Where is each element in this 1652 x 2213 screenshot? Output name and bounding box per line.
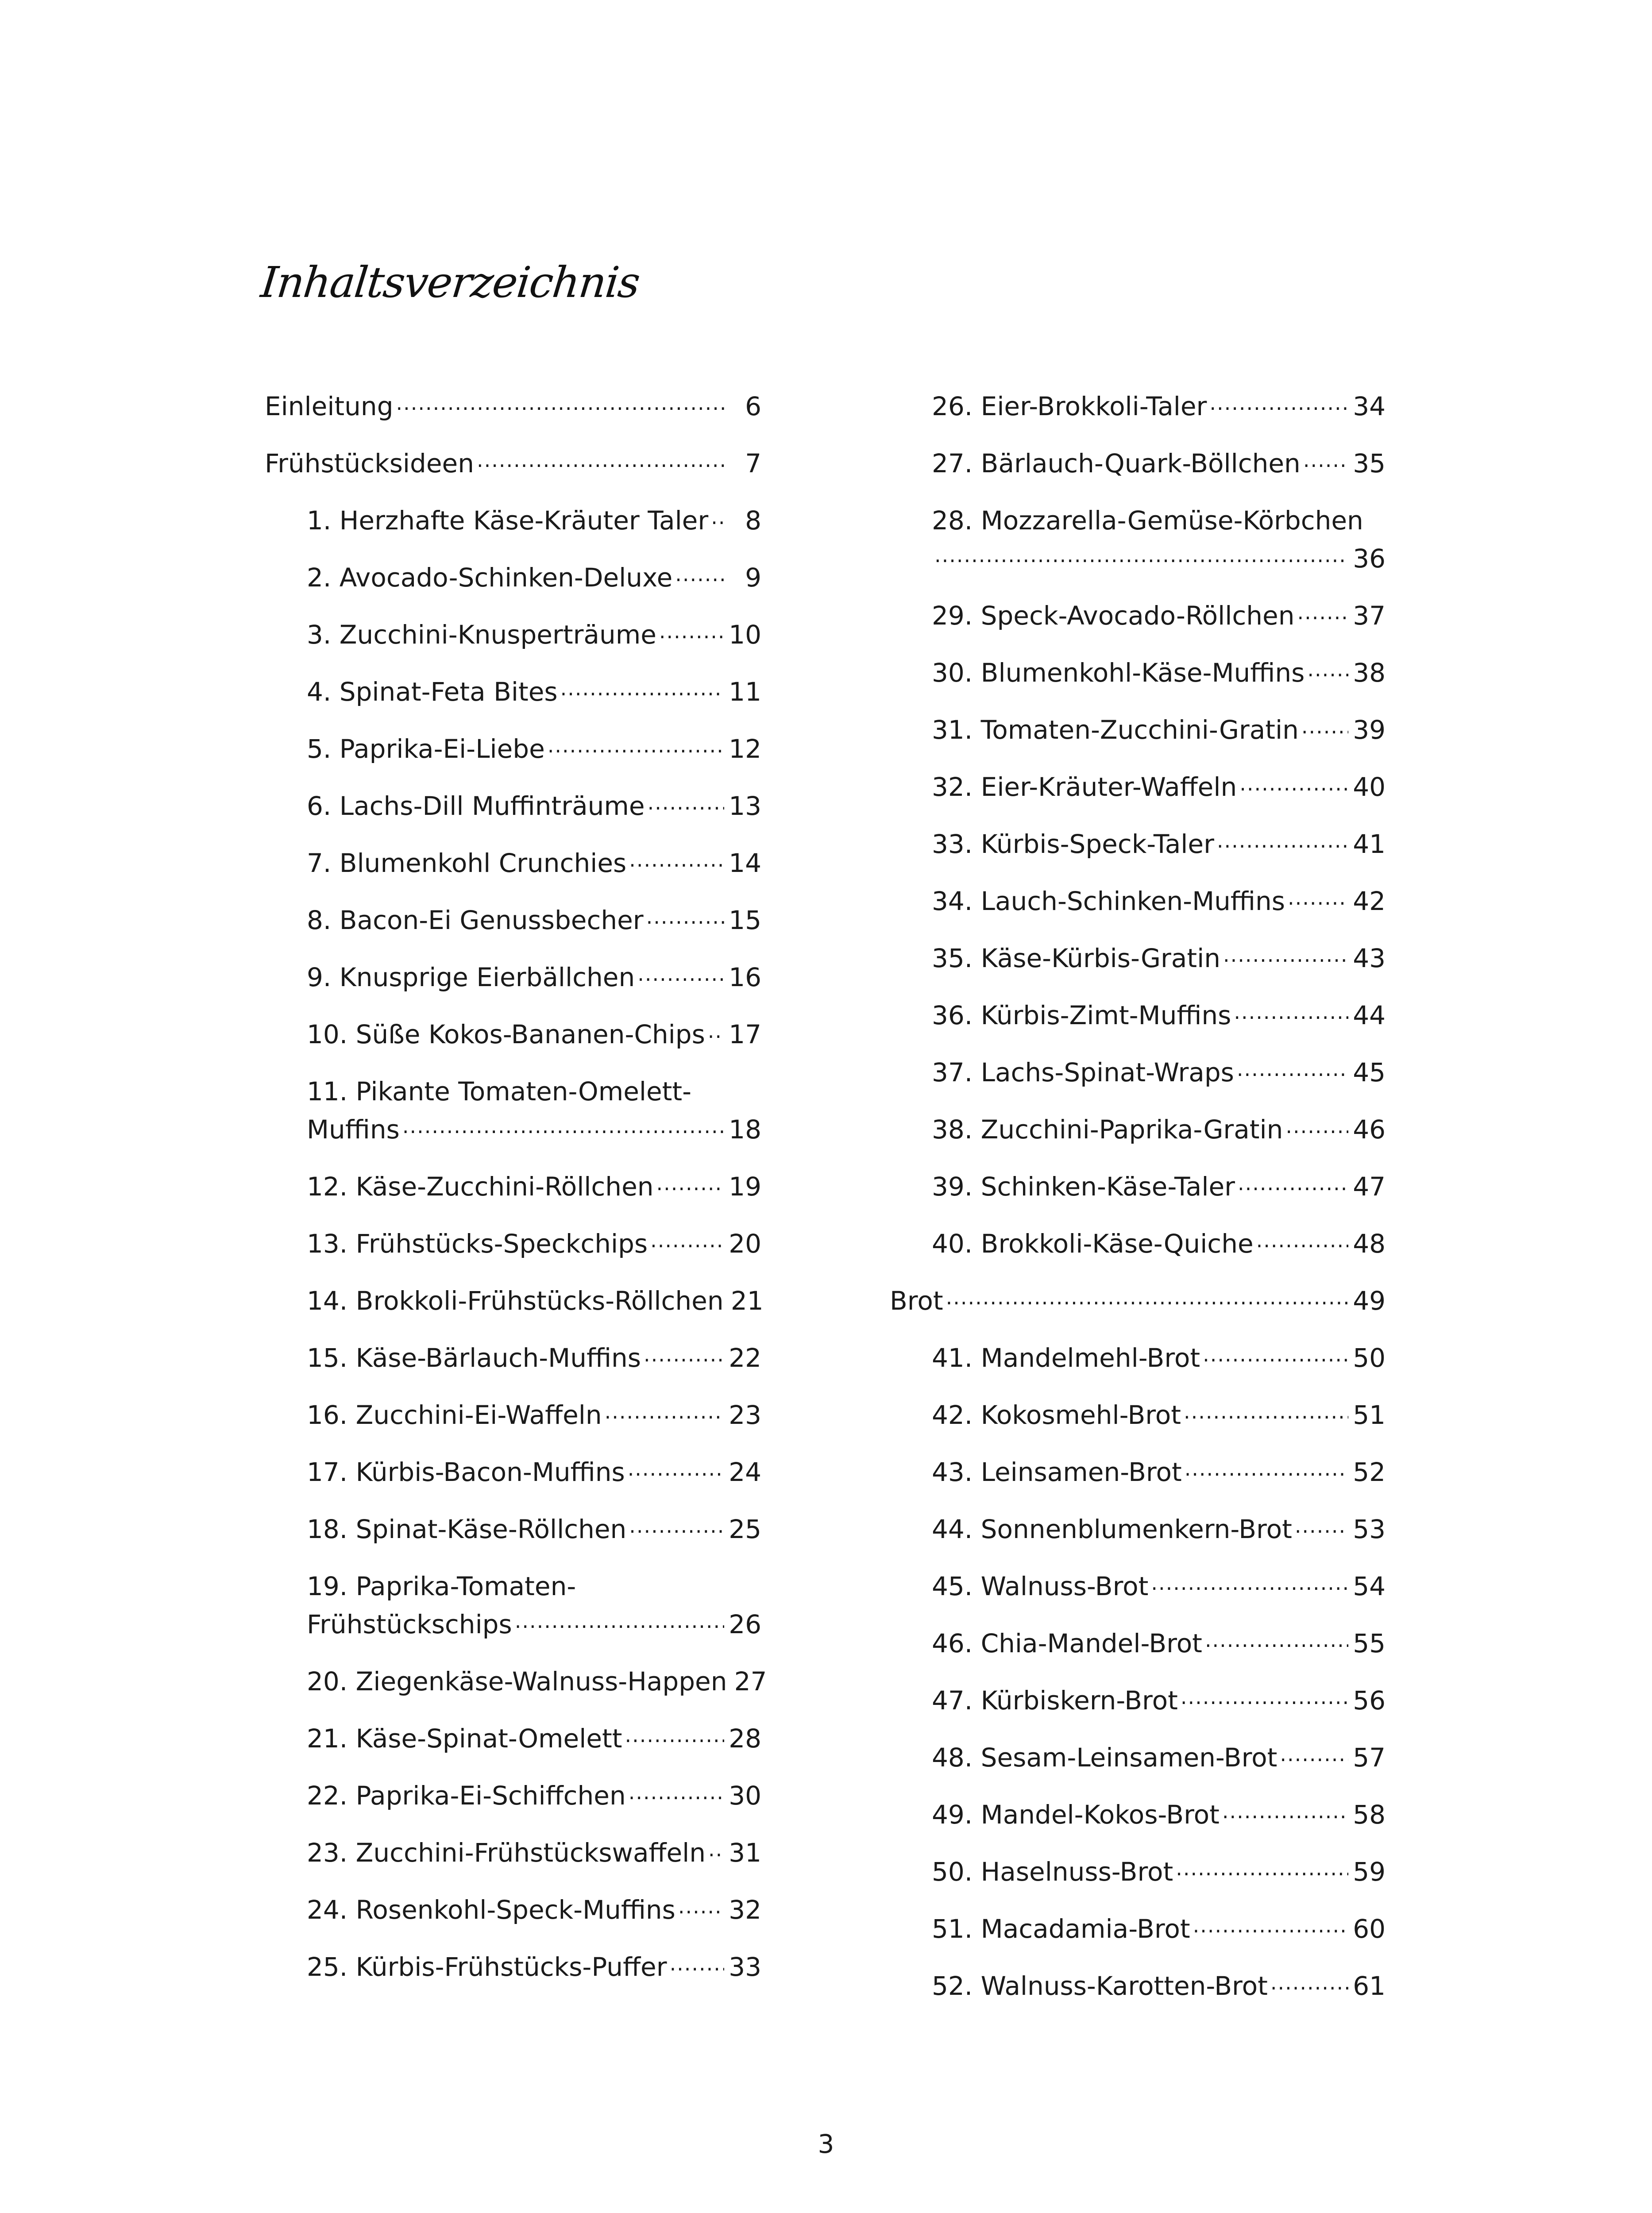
toc-entry-title: 21. Käse-Spinat-Omelett: [307, 1723, 622, 1754]
toc-entry-title-continued: Muffins: [307, 1114, 400, 1145]
toc-entry-title: 43. Leinsamen-Brot: [932, 1457, 1182, 1487]
toc-leader-dots: [1237, 1050, 1348, 1088]
toc-leader-dots: [1151, 1564, 1348, 1602]
toc-entry-title: 32. Eier-Kräuter-Waffeln: [932, 772, 1237, 802]
toc-leader-dots: [670, 1944, 724, 1982]
toc-title: Inhaltsverzeichnis: [259, 258, 642, 307]
toc-entry-title: 20. Ziegenkäse-Walnuss-Happen: [307, 1666, 727, 1696]
toc-entry[interactable]: [890, 1510, 1386, 1567]
toc-entry-title: Brot: [890, 1286, 943, 1316]
toc-entry[interactable]: [265, 501, 761, 559]
toc-entry-title: 30. Blumenkohl-Käse-Muffins: [932, 658, 1305, 688]
toc-entry-title: 25. Kürbis-Frühstücks-Puffer: [307, 1952, 667, 1982]
toc-leader-dots: [1209, 384, 1348, 422]
toc-page-number: 37: [1353, 601, 1386, 631]
toc-entry[interactable]: [265, 1396, 761, 1453]
toc-leader-dots: [402, 1107, 724, 1145]
toc-entry[interactable]: [265, 1282, 764, 1339]
toc-leader-dots: [1217, 821, 1348, 860]
toc-entry-title: 39. Schinken-Käse-Taler: [932, 1172, 1235, 1202]
toc-entry[interactable]: [265, 1720, 761, 1777]
toc-page-number: 24: [729, 1457, 761, 1487]
toc-page-number: 14: [729, 848, 761, 878]
toc-entry[interactable]: [265, 673, 761, 730]
toc-page-number: 59: [1353, 1857, 1386, 1887]
toc-leader-dots: [1270, 1963, 1348, 2001]
toc-entry-title: 47. Kürbiskern-Brot: [932, 1685, 1178, 1716]
toc-entry-title: 15. Käse-Bärlauch-Muffins: [307, 1343, 641, 1373]
toc-entry-title: 11. Pikante Tomaten-Omelett-: [307, 1076, 692, 1106]
toc-leader-dots: [934, 536, 1348, 574]
toc-leader-dots: [629, 1507, 724, 1545]
toc-entry-title: 31. Tomaten-Zucchini-Gratin: [932, 715, 1299, 745]
toc-leader-dots: [678, 1887, 724, 1925]
toc-entry[interactable]: [265, 559, 761, 616]
toc-entry[interactable]: [890, 501, 1386, 597]
toc-leader-dots: [708, 1012, 724, 1050]
toc-page-number: 17: [729, 1019, 761, 1049]
toc-entry-title: 27. Bärlauch-Quark-Böllchen: [932, 448, 1301, 478]
toc-page-number: 6: [745, 391, 761, 421]
toc-entry-title: Einleitung: [265, 391, 394, 421]
toc-entry-title: 3. Zucchini-Knusperträume: [307, 620, 656, 650]
toc-leader-dots: [1239, 764, 1348, 802]
toc-leader-dots: [628, 1450, 724, 1488]
toc-entry[interactable]: [265, 1777, 761, 1834]
toc-entry-title: 49. Mandel-Kokos-Brot: [932, 1800, 1220, 1830]
toc-entry-title: 51. Macadamia-Brot: [932, 1914, 1190, 1944]
toc-entry-title: 41. Mandelmehl-Brot: [932, 1343, 1200, 1373]
toc-page-number: 47: [1353, 1172, 1386, 1202]
toc-leader-dots: [646, 898, 724, 936]
toc-page-number: 55: [1353, 1628, 1386, 1658]
toc-leader-dots: [477, 441, 724, 479]
toc-entry[interactable]: [890, 1567, 1386, 1624]
toc-leader-dots: [560, 669, 724, 707]
toc-entry[interactable]: [890, 1168, 1386, 1225]
toc-page-number: 11: [729, 677, 761, 707]
toc-entry[interactable]: [890, 825, 1386, 882]
toc-entry-title: 40. Brokkoli-Käse-Quiche: [932, 1229, 1254, 1259]
toc-page-number: 28: [729, 1723, 761, 1754]
toc-entry-title: 10. Süße Kokos-Bananen-Chips: [307, 1019, 705, 1049]
toc-entry-title: 38. Zucchini-Paprika-Gratin: [932, 1114, 1283, 1145]
toc-leader-dots: [1222, 1792, 1348, 1830]
toc-leader-dots: [711, 498, 724, 536]
toc-leader-dots: [1285, 1107, 1348, 1145]
toc-leader-dots: [396, 384, 724, 422]
toc-entry-title: 7. Blumenkohl Crunchies: [307, 848, 627, 878]
toc-page-number: 25: [729, 1514, 761, 1544]
toc-page-number: 54: [1353, 1571, 1386, 1601]
toc-right-column: [890, 387, 1386, 2024]
toc-page-number: 35: [1353, 448, 1386, 478]
toc-leader-dots: [1288, 879, 1348, 917]
toc-page-number: 10: [729, 620, 761, 650]
toc-page-number: 61: [1353, 1971, 1386, 2001]
toc-entry[interactable]: [265, 1834, 761, 1891]
toc-entry[interactable]: [890, 387, 1386, 444]
toc-entry-title: 24. Rosenkohl-Speck-Muffins: [307, 1895, 675, 1925]
toc-page-number: 22: [729, 1343, 761, 1373]
toc-entry[interactable]: [265, 387, 761, 444]
toc-entry-title: 34. Lauch-Schinken-Muffins: [932, 886, 1285, 916]
toc-page-number: 26: [729, 1609, 761, 1639]
toc-entry[interactable]: [890, 711, 1386, 768]
toc-leader-dots: [548, 726, 724, 764]
toc-leader-dots: [1234, 993, 1348, 1031]
toc-entry[interactable]: [265, 1168, 761, 1225]
toc-page-number: 44: [1353, 1000, 1386, 1030]
toc-entry-title: 8. Bacon-Ei Genussbecher: [307, 905, 644, 935]
toc-leader-dots: [656, 1164, 724, 1202]
toc-page-number: 33: [729, 1952, 761, 1982]
toc-page-number: 36: [1353, 544, 1386, 574]
toc-page-number: 30: [729, 1781, 761, 1811]
toc-page-number: 58: [1353, 1800, 1386, 1830]
toc-entry-title: 1. Herzhafte Käse-Kräuter Taler: [307, 505, 709, 536]
toc-entry-title: 2. Avocado-Schinken-Deluxe: [307, 563, 673, 593]
toc-entry[interactable]: [890, 1282, 1386, 1339]
toc-page-number: 56: [1353, 1685, 1386, 1716]
toc-entry-title: 50. Haselnuss-Brot: [932, 1857, 1173, 1887]
toc-entry-title: 12. Käse-Zucchini-Röllchen: [307, 1172, 654, 1202]
toc-entry-title: 37. Lachs-Spinat-Wraps: [932, 1057, 1234, 1087]
toc-entry[interactable]: [890, 996, 1386, 1053]
toc-leader-dots: [1203, 1335, 1348, 1373]
toc-entry[interactable]: [890, 1339, 1386, 1396]
toc-page-number: 39: [1353, 715, 1386, 745]
toc-entry[interactable]: [265, 1567, 761, 1662]
toc-entry-title: 52. Walnuss-Karotten-Brot: [932, 1971, 1268, 2001]
toc-page-number: 57: [1353, 1743, 1386, 1773]
toc-leader-dots: [1184, 1392, 1348, 1430]
toc-entry[interactable]: [890, 654, 1386, 711]
toc-page-number: 18: [729, 1114, 761, 1145]
toc-entry-title: 46. Chia-Mandel-Brot: [932, 1628, 1202, 1658]
toc-entry[interactable]: [265, 1453, 761, 1510]
toc-entry[interactable]: [890, 1681, 1386, 1739]
toc-left-column: [265, 387, 767, 2005]
toc-leader-dots: [629, 1773, 724, 1811]
toc-entry-title: 5. Paprika-Ei-Liebe: [307, 734, 545, 764]
toc-entry[interactable]: [890, 1225, 1386, 1282]
toc-entry[interactable]: [890, 1910, 1386, 1967]
toc-leader-dots: [1301, 707, 1348, 745]
toc-entry-title: 48. Sesam-Leinsamen-Brot: [932, 1743, 1278, 1773]
toc-entry[interactable]: [890, 1110, 1386, 1168]
toc-entry[interactable]: [265, 1072, 761, 1168]
toc-leader-dots: [1303, 441, 1348, 479]
toc-entry-title-continued: Frühstückschips: [307, 1609, 512, 1639]
toc-page-number: 38: [1353, 658, 1386, 688]
toc-page-number: 49: [1353, 1286, 1386, 1316]
toc-entry-title: 36. Kürbis-Zimt-Muffins: [932, 1000, 1231, 1030]
toc-leader-dots: [1185, 1450, 1348, 1488]
toc-entry-title: 26. Eier-Brokkoli-Taler: [932, 391, 1207, 421]
toc-leader-dots: [650, 1221, 724, 1259]
toc-leader-dots: [1238, 1164, 1348, 1202]
toc-entry-title: 6. Lachs-Dill Muffinträume: [307, 791, 645, 821]
toc-entry-title: 28. Mozzarella-Gemüse-Körbchen: [932, 505, 1363, 536]
toc-leader-dots: [1181, 1678, 1348, 1716]
toc-leader-dots: [1205, 1621, 1348, 1659]
toc-leader-dots: [637, 955, 724, 993]
toc-entry[interactable]: [890, 1739, 1386, 1796]
toc-leader-dots: [675, 555, 724, 593]
toc-entry[interactable]: [890, 1853, 1386, 1910]
toc-entry[interactable]: [890, 1053, 1386, 1110]
toc-leader-dots: [659, 612, 724, 650]
toc-entry[interactable]: [890, 768, 1386, 825]
toc-leader-dots: [515, 1602, 724, 1640]
toc-entry[interactable]: [265, 616, 761, 673]
toc-entry-title: 35. Käse-Kürbis-Gratin: [932, 943, 1220, 973]
toc-entry[interactable]: [265, 1225, 761, 1282]
toc-page-number: 32: [729, 1895, 761, 1925]
toc-entry-title: Frühstücksideen: [265, 448, 474, 478]
toc-page-number: 7: [745, 448, 761, 478]
toc-leader-dots: [946, 1278, 1348, 1316]
toc-page-number: 15: [729, 905, 761, 935]
toc-entry-title: 44. Sonnenblumenkern-Brot: [932, 1514, 1292, 1544]
toc-page-number: 23: [729, 1400, 761, 1430]
toc-page-number: 27: [734, 1666, 767, 1696]
toc-leader-dots: [1223, 936, 1348, 974]
toc-entry-title: 45. Walnuss-Brot: [932, 1571, 1149, 1601]
toc-leader-dots: [1280, 1735, 1348, 1773]
toc-entry-title: 16. Zucchini-Ei-Waffeln: [307, 1400, 602, 1430]
toc-entry[interactable]: [265, 787, 761, 844]
toc-leader-dots: [625, 1716, 724, 1754]
toc-page-number: 50: [1353, 1343, 1386, 1373]
toc-page-number: 13: [729, 791, 761, 821]
toc-entry[interactable]: [890, 1453, 1386, 1510]
toc-page-number: 46: [1353, 1114, 1386, 1145]
toc-entry[interactable]: [890, 882, 1386, 939]
toc-entry[interactable]: [890, 444, 1386, 501]
toc-entry[interactable]: [265, 901, 761, 958]
toc-entry-title: 22. Paprika-Ei-Schiffchen: [307, 1781, 626, 1811]
toc-leader-dots: [1297, 593, 1348, 631]
toc-entry[interactable]: [265, 958, 761, 1015]
toc-entry[interactable]: [265, 1339, 761, 1396]
toc-entry[interactable]: [890, 1967, 1386, 2024]
toc-entry[interactable]: [265, 1948, 761, 2005]
toc-leader-dots: [629, 840, 724, 879]
toc-page-number: 12: [729, 734, 761, 764]
toc-entry[interactable]: [265, 444, 761, 501]
toc-leader-dots: [1176, 1849, 1348, 1887]
toc-page-number: 42: [1353, 886, 1386, 916]
toc-entry-title: 9. Knusprige Eierbällchen: [307, 962, 635, 992]
toc-entry-title: 17. Kürbis-Bacon-Muffins: [307, 1457, 625, 1487]
toc-entry[interactable]: [265, 1662, 767, 1720]
page-number: 3: [818, 2129, 834, 2159]
toc-page-number: 53: [1353, 1514, 1386, 1544]
toc-entry[interactable]: [890, 939, 1386, 996]
toc-entry[interactable]: [265, 844, 761, 901]
toc-entry-title: 18. Spinat-Käse-Röllchen: [307, 1514, 627, 1544]
toc-page-number: 43: [1353, 943, 1386, 973]
toc-entry-title: 19. Paprika-Tomaten-: [307, 1571, 576, 1601]
toc-leader-dots: [708, 1830, 724, 1868]
toc-entry[interactable]: [265, 1015, 761, 1072]
toc-page-number: 21: [730, 1286, 764, 1316]
toc-leader-dots: [644, 1335, 724, 1373]
toc-entry[interactable]: [890, 1796, 1386, 1853]
toc-entry[interactable]: [265, 1510, 761, 1567]
toc-page-number: 40: [1353, 772, 1386, 802]
toc-entry-title: 29. Speck-Avocado-Röllchen: [932, 601, 1295, 631]
toc-page-number: 41: [1353, 829, 1386, 859]
toc-entry-title: 13. Frühstücks-Speckchips: [307, 1229, 648, 1259]
toc-entry-title: 14. Brokkoli-Frühstücks-Röllchen: [307, 1286, 724, 1316]
toc-page-number: 16: [729, 962, 761, 992]
toc-entry-title: 4. Spinat-Feta Bites: [307, 677, 558, 707]
toc-page-number: 19: [729, 1172, 761, 1202]
toc-leader-dots: [648, 783, 724, 821]
toc-leader-dots: [1193, 1906, 1348, 1944]
toc-page-number: 9: [745, 563, 761, 593]
toc-entry-title: 33. Kürbis-Speck-Taler: [932, 829, 1214, 859]
toc-leader-dots: [1295, 1507, 1348, 1545]
toc-entry-title: 42. Kokosmehl-Brot: [932, 1400, 1181, 1430]
toc-leader-dots: [1307, 650, 1348, 688]
toc-entry[interactable]: [890, 1624, 1386, 1681]
toc-page-number: 20: [729, 1229, 761, 1259]
toc-entry[interactable]: [265, 730, 761, 787]
toc-page-number: 34: [1353, 391, 1386, 421]
toc-page-number: 8: [745, 505, 761, 536]
toc-entry[interactable]: [890, 1396, 1386, 1453]
toc-entry-title: 23. Zucchini-Frühstückswaffeln: [307, 1838, 706, 1868]
toc-page-number: 52: [1353, 1457, 1386, 1487]
toc-leader-dots: [1256, 1221, 1348, 1259]
toc-page-number: 48: [1353, 1229, 1386, 1259]
toc-page-number: 60: [1353, 1914, 1386, 1944]
toc-page-number: 51: [1353, 1400, 1386, 1430]
toc-entry[interactable]: [890, 597, 1386, 654]
toc-leader-dots: [605, 1392, 724, 1430]
toc-page-number: 31: [729, 1838, 761, 1868]
toc-entry[interactable]: [265, 1891, 761, 1948]
toc-page-number: 45: [1353, 1057, 1386, 1087]
